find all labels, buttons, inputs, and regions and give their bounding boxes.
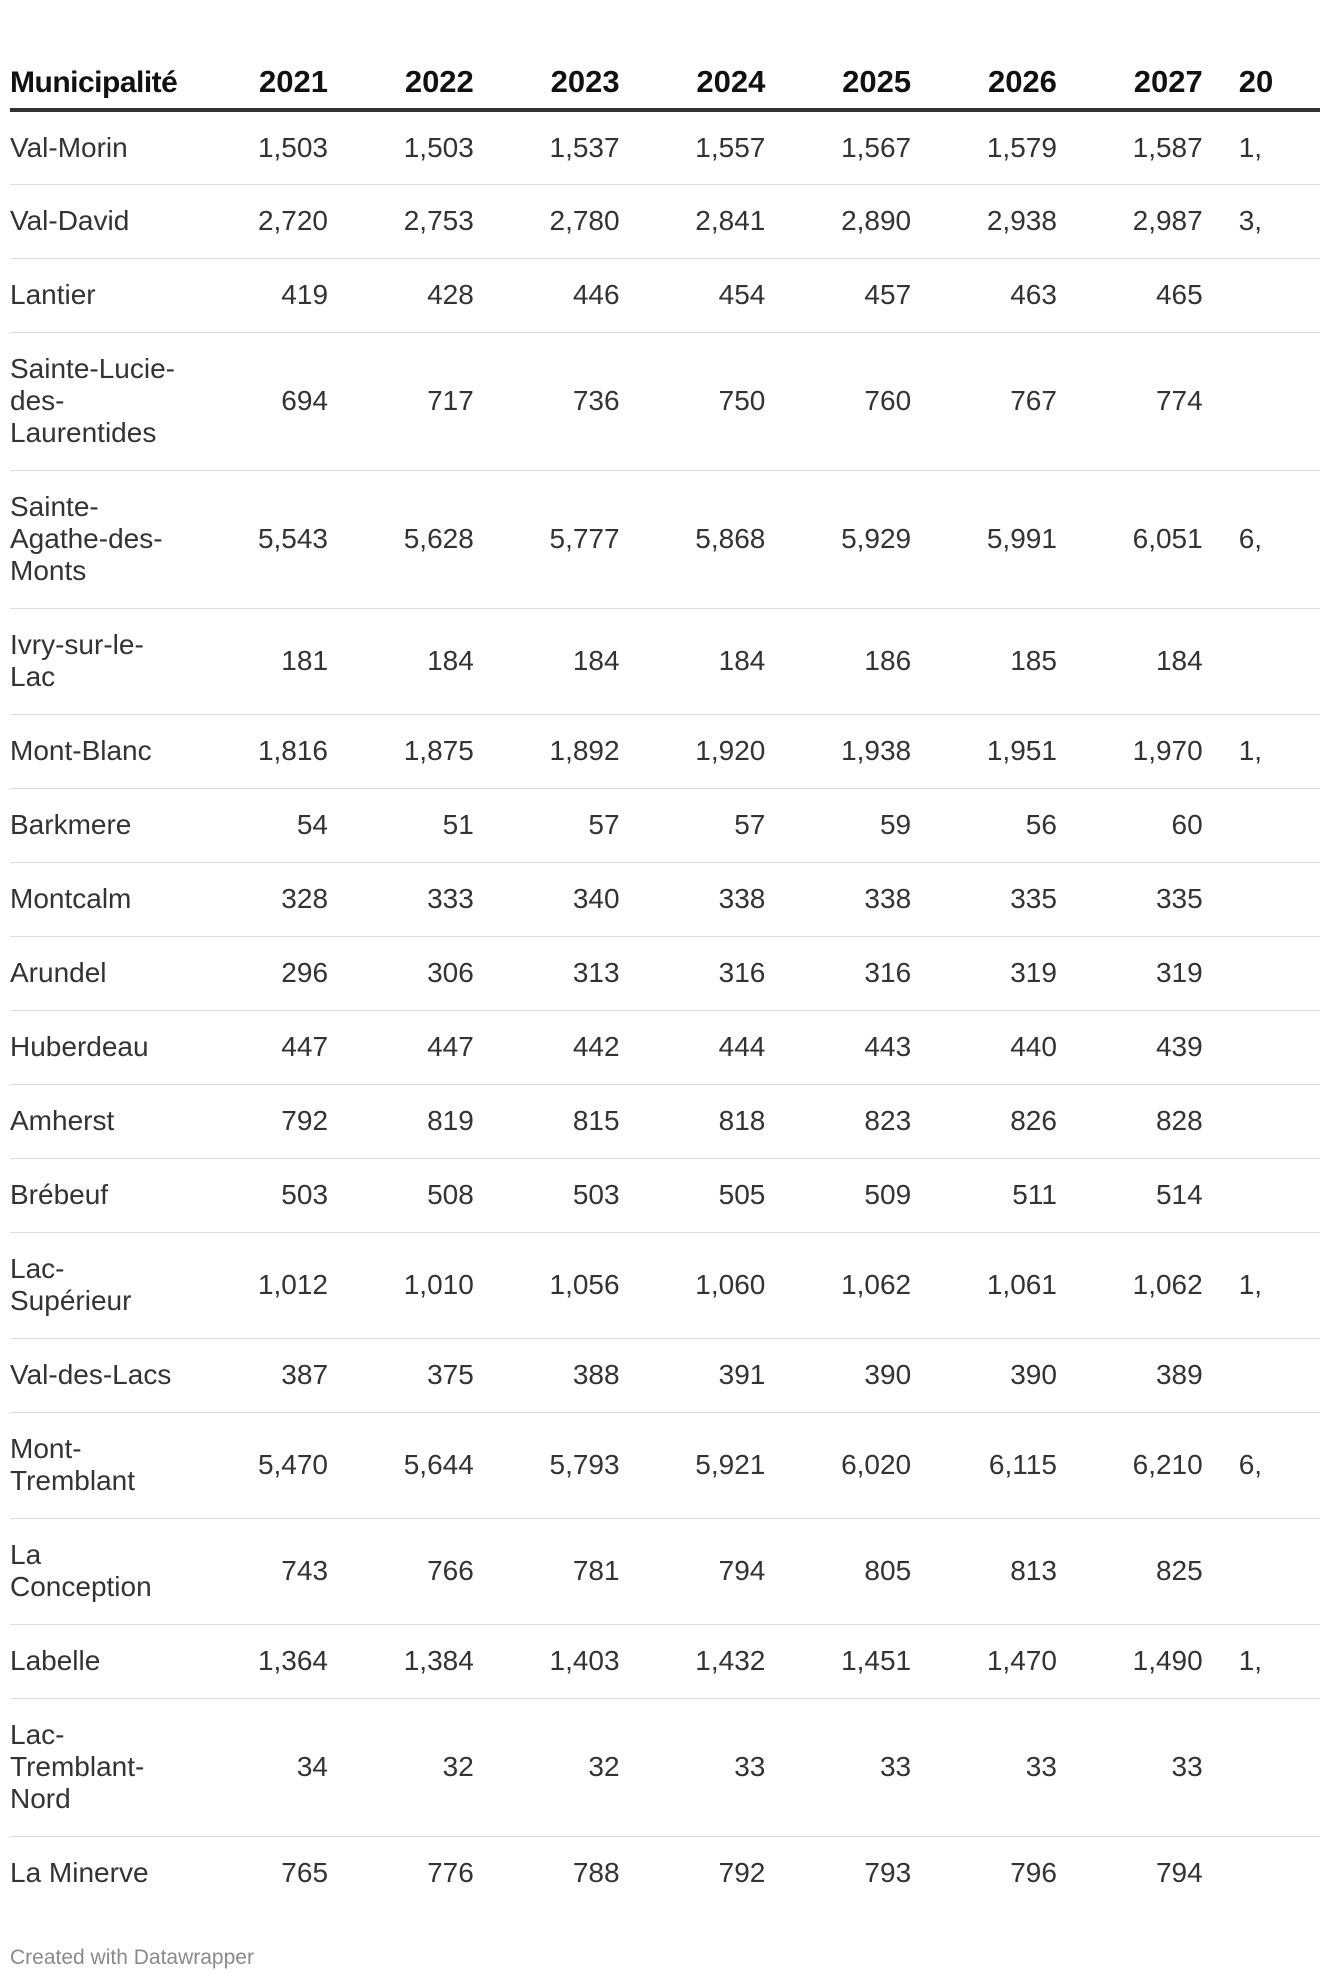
cell-20 xyxy=(1213,1518,1320,1624)
cell-2025: 316 xyxy=(775,936,921,1010)
cell-2025: 2,890 xyxy=(775,184,921,258)
cell-2026: 1,579 xyxy=(921,110,1067,184)
municipality-name: Val-​David xyxy=(10,184,192,258)
column-header-2024[interactable]: 2024 xyxy=(630,32,776,110)
cell-2026: 6,115 xyxy=(921,1412,1067,1518)
cell-2021: 34 xyxy=(192,1698,338,1836)
cell-2025: 338 xyxy=(775,862,921,936)
cell-2024: 57 xyxy=(630,788,776,862)
cell-2026: 185 xyxy=(921,608,1067,714)
cell-2023: 446 xyxy=(484,258,630,332)
cell-2021: 1,503 xyxy=(192,110,338,184)
municipality-name: Brébeuf xyxy=(10,1158,192,1232)
cell-2023: 32 xyxy=(484,1698,630,1836)
cell-20 xyxy=(1213,788,1320,862)
cell-2025: 760 xyxy=(775,332,921,470)
cell-2023: 1,056 xyxy=(484,1232,630,1338)
cell-2021: 5,470 xyxy=(192,1412,338,1518)
population-table xyxy=(10,32,1320,1910)
cell-2025: 1,062 xyxy=(775,1232,921,1338)
cell-2025: 59 xyxy=(775,788,921,862)
cell-20: 3, xyxy=(1213,184,1320,258)
cell-2026: 1,061 xyxy=(921,1232,1067,1338)
cell-2026: 5,991 xyxy=(921,470,1067,608)
column-header-2023[interactable]: 2023 xyxy=(484,32,630,110)
cell-2023: 57 xyxy=(484,788,630,862)
table-row xyxy=(10,1698,1320,1836)
cell-20 xyxy=(1213,1158,1320,1232)
table-row xyxy=(10,184,1320,258)
cell-2022: 447 xyxy=(338,1010,484,1084)
table-row xyxy=(10,110,1320,184)
cell-2023: 736 xyxy=(484,332,630,470)
municipality-name: Sainte-​Lucie-​des-​Laurentides xyxy=(10,332,192,470)
cell-2025: 186 xyxy=(775,608,921,714)
cell-2026: 767 xyxy=(921,332,1067,470)
cell-2027: 828 xyxy=(1067,1084,1213,1158)
cell-2023: 788 xyxy=(572,1857,620,1889)
cell-2026: 1,470 xyxy=(921,1624,1067,1698)
cell-2027: 1,062 xyxy=(1067,1232,1213,1338)
cell-2023: 1,403 xyxy=(484,1624,630,1698)
cell-2022: 819 xyxy=(338,1084,484,1158)
cell-2023: 815 xyxy=(484,1084,630,1158)
cell-2023: 503 xyxy=(484,1158,630,1232)
cell-2026: 335 xyxy=(921,862,1067,936)
cell-2023: 5,793 xyxy=(484,1412,630,1518)
municipality-name: Val-​des-​Lacs xyxy=(10,1338,192,1412)
column-header-truncated[interactable]: 20 xyxy=(1213,32,1320,110)
table-row xyxy=(10,714,1320,788)
table-row xyxy=(10,1158,1320,1232)
cell-2021: 387 xyxy=(192,1338,338,1412)
municipality-name: La Minerve xyxy=(10,1857,149,1889)
cell-2024: 1,432 xyxy=(630,1624,776,1698)
table-row xyxy=(10,608,1320,714)
cell-2023: 340 xyxy=(484,862,630,936)
cell-20: 1, xyxy=(1213,1232,1320,1338)
table-row xyxy=(10,1232,1320,1338)
cell-2027: 1,587 xyxy=(1067,110,1213,184)
cell-2021: 694 xyxy=(192,332,338,470)
cell-2025: 1,938 xyxy=(775,714,921,788)
cell-2024: 818 xyxy=(630,1084,776,1158)
cell-20: 1, xyxy=(1213,1624,1320,1698)
cell-20 xyxy=(1213,1338,1320,1412)
cell-2026: 56 xyxy=(921,788,1067,862)
municipality-name: Arundel xyxy=(10,936,192,1010)
cell-2021: 54 xyxy=(192,788,338,862)
table-row xyxy=(10,1010,1320,1084)
cell-2021: 5,543 xyxy=(192,470,338,608)
cell-2021: 328 xyxy=(192,862,338,936)
table-row xyxy=(10,936,1320,1010)
cell-2025: 509 xyxy=(775,1158,921,1232)
cell-2026: 33 xyxy=(921,1698,1067,1836)
cell-2027: 774 xyxy=(1067,332,1213,470)
cell-2026: 826 xyxy=(921,1084,1067,1158)
cell-2027: 319 xyxy=(1067,936,1213,1010)
cell-20 xyxy=(1213,936,1320,1010)
cell-2021: 419 xyxy=(192,258,338,332)
cell-2021: 1,364 xyxy=(192,1624,338,1698)
cell-2024: 391 xyxy=(630,1338,776,1412)
cell-2022: 306 xyxy=(338,936,484,1010)
cell-2022: 5,644 xyxy=(338,1412,484,1518)
header-row xyxy=(10,32,1320,110)
cell-2023: 2,780 xyxy=(484,184,630,258)
cell-2023: 781 xyxy=(484,1518,630,1624)
cell-20: 6, xyxy=(1213,1412,1320,1518)
cell-2027: 6,051 xyxy=(1067,470,1213,608)
table-row xyxy=(10,1084,1320,1158)
table-row xyxy=(10,1624,1320,1698)
cell-2022: 5,628 xyxy=(338,470,484,608)
municipality-name: Sainte-​Agathe-​des-​Monts xyxy=(10,470,192,608)
cell-2025: 5,929 xyxy=(775,470,921,608)
column-header-municipalite[interactable]: Municipalité xyxy=(10,32,192,110)
cell-2025: 793 xyxy=(864,1857,912,1889)
cell-2027: 335 xyxy=(1067,862,1213,936)
table-row xyxy=(10,1518,1320,1624)
cell-2024: 5,921 xyxy=(630,1412,776,1518)
column-header-2022[interactable]: 2022 xyxy=(338,32,484,110)
cell-2027: 389 xyxy=(1067,1338,1213,1412)
cell-2022: 766 xyxy=(338,1518,484,1624)
cell-2022: 1,503 xyxy=(338,110,484,184)
cell-2025: 390 xyxy=(775,1338,921,1412)
cell-2024: 444 xyxy=(630,1010,776,1084)
cell-2024: 33 xyxy=(630,1698,776,1836)
cell-2021: 447 xyxy=(192,1010,338,1084)
cell-2021: 765 xyxy=(281,1857,329,1889)
cell-2024: 1,557 xyxy=(630,110,776,184)
cell-2021: 1,816 xyxy=(192,714,338,788)
cell-2023: 313 xyxy=(484,936,630,1010)
cell-2026: 2,938 xyxy=(921,184,1067,258)
cell-2023: 1,537 xyxy=(484,110,630,184)
cell-2022: 1,010 xyxy=(338,1232,484,1338)
cell-2022: 717 xyxy=(338,332,484,470)
cell-2027: 60 xyxy=(1067,788,1213,862)
municipality-name: Lantier xyxy=(10,258,192,332)
cell-20: 1, xyxy=(1213,110,1320,184)
cell-2022: 776 xyxy=(427,1857,474,1889)
cell-2025: 6,020 xyxy=(775,1412,921,1518)
cell-2027: 514 xyxy=(1067,1158,1213,1232)
cell-2024: 454 xyxy=(630,258,776,332)
cell-2022: 2,753 xyxy=(338,184,484,258)
cell-2026: 319 xyxy=(921,936,1067,1010)
table-row xyxy=(10,788,1320,862)
municipality-name: La Conception xyxy=(10,1518,192,1624)
municipality-name: Mont-​Tremblant xyxy=(10,1412,192,1518)
cell-20 xyxy=(1213,862,1320,936)
cell-2026: 390 xyxy=(921,1338,1067,1412)
cell-2026: 440 xyxy=(921,1010,1067,1084)
municipality-name: Barkmere xyxy=(10,788,192,862)
cell-2026: 463 xyxy=(921,258,1067,332)
cell-2027: 439 xyxy=(1067,1010,1213,1084)
cell-2021: 792 xyxy=(192,1084,338,1158)
cell-2021: 181 xyxy=(192,608,338,714)
table-row xyxy=(10,862,1320,936)
cell-2022: 508 xyxy=(338,1158,484,1232)
cell-2027: 794 xyxy=(1155,1857,1203,1889)
cell-2022: 333 xyxy=(338,862,484,936)
column-header-2026[interactable]: 2026 xyxy=(921,32,1067,110)
municipality-name: Amherst xyxy=(10,1084,192,1158)
municipality-name: Ivry-​sur-​le-​Lac xyxy=(10,608,192,714)
cell-2026: 511 xyxy=(921,1158,1067,1232)
cell-2026: 796 xyxy=(1010,1857,1057,1889)
cell-2021: 1,012 xyxy=(192,1232,338,1338)
cell-2023: 388 xyxy=(484,1338,630,1412)
cell-2022: 184 xyxy=(338,608,484,714)
cell-2024: 1,920 xyxy=(630,714,776,788)
cell-2021: 2,720 xyxy=(192,184,338,258)
cell-2026: 1,951 xyxy=(921,714,1067,788)
table-row xyxy=(10,1412,1320,1518)
table-row xyxy=(10,332,1320,470)
cell-2027: 2,987 xyxy=(1067,184,1213,258)
municipality-name: Val-​Morin xyxy=(10,110,192,184)
cell-2021: 296 xyxy=(192,936,338,1010)
municipality-name: Lac-​Tremblant-​Nord xyxy=(10,1698,192,1836)
table-viewport[interactable] xyxy=(10,0,1274,1940)
cell-2024: 2,841 xyxy=(630,184,776,258)
cell-2027: 465 xyxy=(1067,258,1213,332)
cell-2022: 1,875 xyxy=(338,714,484,788)
cell-2025: 1,567 xyxy=(775,110,921,184)
table-row xyxy=(10,1836,1320,1910)
cell-2022: 1,384 xyxy=(338,1624,484,1698)
cell-2025: 457 xyxy=(775,258,921,332)
table-row xyxy=(10,258,1320,332)
cell-20: 1, xyxy=(1213,714,1320,788)
cell-20 xyxy=(1213,1010,1320,1084)
cell-2025: 443 xyxy=(775,1010,921,1084)
cell-2025: 1,451 xyxy=(775,1624,921,1698)
table-row xyxy=(10,470,1320,608)
cell-2023: 5,777 xyxy=(484,470,630,608)
cell-2027: 825 xyxy=(1067,1518,1213,1624)
cell-2025: 33 xyxy=(775,1698,921,1836)
cell-2025: 823 xyxy=(775,1084,921,1158)
cell-2024: 794 xyxy=(630,1518,776,1624)
cell-20 xyxy=(1213,258,1320,332)
cell-2024: 338 xyxy=(630,862,776,936)
table-row xyxy=(10,1338,1320,1412)
municipality-name: Huberdeau xyxy=(10,1010,192,1084)
cell-2024: 1,060 xyxy=(630,1232,776,1338)
cell-2023: 184 xyxy=(484,608,630,714)
municipality-name: Lac-​Supérieur xyxy=(10,1232,192,1338)
cell-2024: 5,868 xyxy=(630,470,776,608)
cell-2027: 184 xyxy=(1067,608,1213,714)
cell-2024: 750 xyxy=(630,332,776,470)
cell-2024: 792 xyxy=(718,1857,766,1889)
municipality-name: Montcalm xyxy=(10,862,192,936)
cell-2021: 743 xyxy=(192,1518,338,1624)
cell-20 xyxy=(1213,332,1320,470)
cell-20: 6, xyxy=(1213,470,1320,608)
cell-2021: 503 xyxy=(192,1158,338,1232)
column-header-2025[interactable]: 2025 xyxy=(775,32,921,110)
cell-2022: 375 xyxy=(338,1338,484,1412)
column-header-2021[interactable]: 2021 xyxy=(192,32,338,110)
cell-2023: 1,892 xyxy=(484,714,630,788)
cell-2027: 33 xyxy=(1067,1698,1213,1836)
cell-2022: 428 xyxy=(338,258,484,332)
cell-2024: 184 xyxy=(630,608,776,714)
footer-credit: Created with Datawrapper xyxy=(10,1946,254,1969)
cell-2026: 813 xyxy=(921,1518,1067,1624)
cell-2022: 51 xyxy=(338,788,484,862)
table-body xyxy=(10,110,1320,1910)
cell-20 xyxy=(1213,1084,1320,1158)
cell-2027: 6,210 xyxy=(1067,1412,1213,1518)
column-header-2027[interactable]: 2027 xyxy=(1067,32,1213,110)
cell-2024: 505 xyxy=(630,1158,776,1232)
municipality-name: Mont-​Blanc xyxy=(10,714,192,788)
cell-20 xyxy=(1213,1698,1320,1836)
cell-2027: 1,490 xyxy=(1067,1624,1213,1698)
cell-20 xyxy=(1213,608,1320,714)
cell-2022: 32 xyxy=(338,1698,484,1836)
municipality-name: Labelle xyxy=(10,1624,192,1698)
cell-2023: 442 xyxy=(484,1010,630,1084)
cell-2027: 1,970 xyxy=(1067,714,1213,788)
cell-2025: 805 xyxy=(775,1518,921,1624)
cell-2024: 316 xyxy=(630,936,776,1010)
cell-20 xyxy=(1213,1836,1320,1910)
